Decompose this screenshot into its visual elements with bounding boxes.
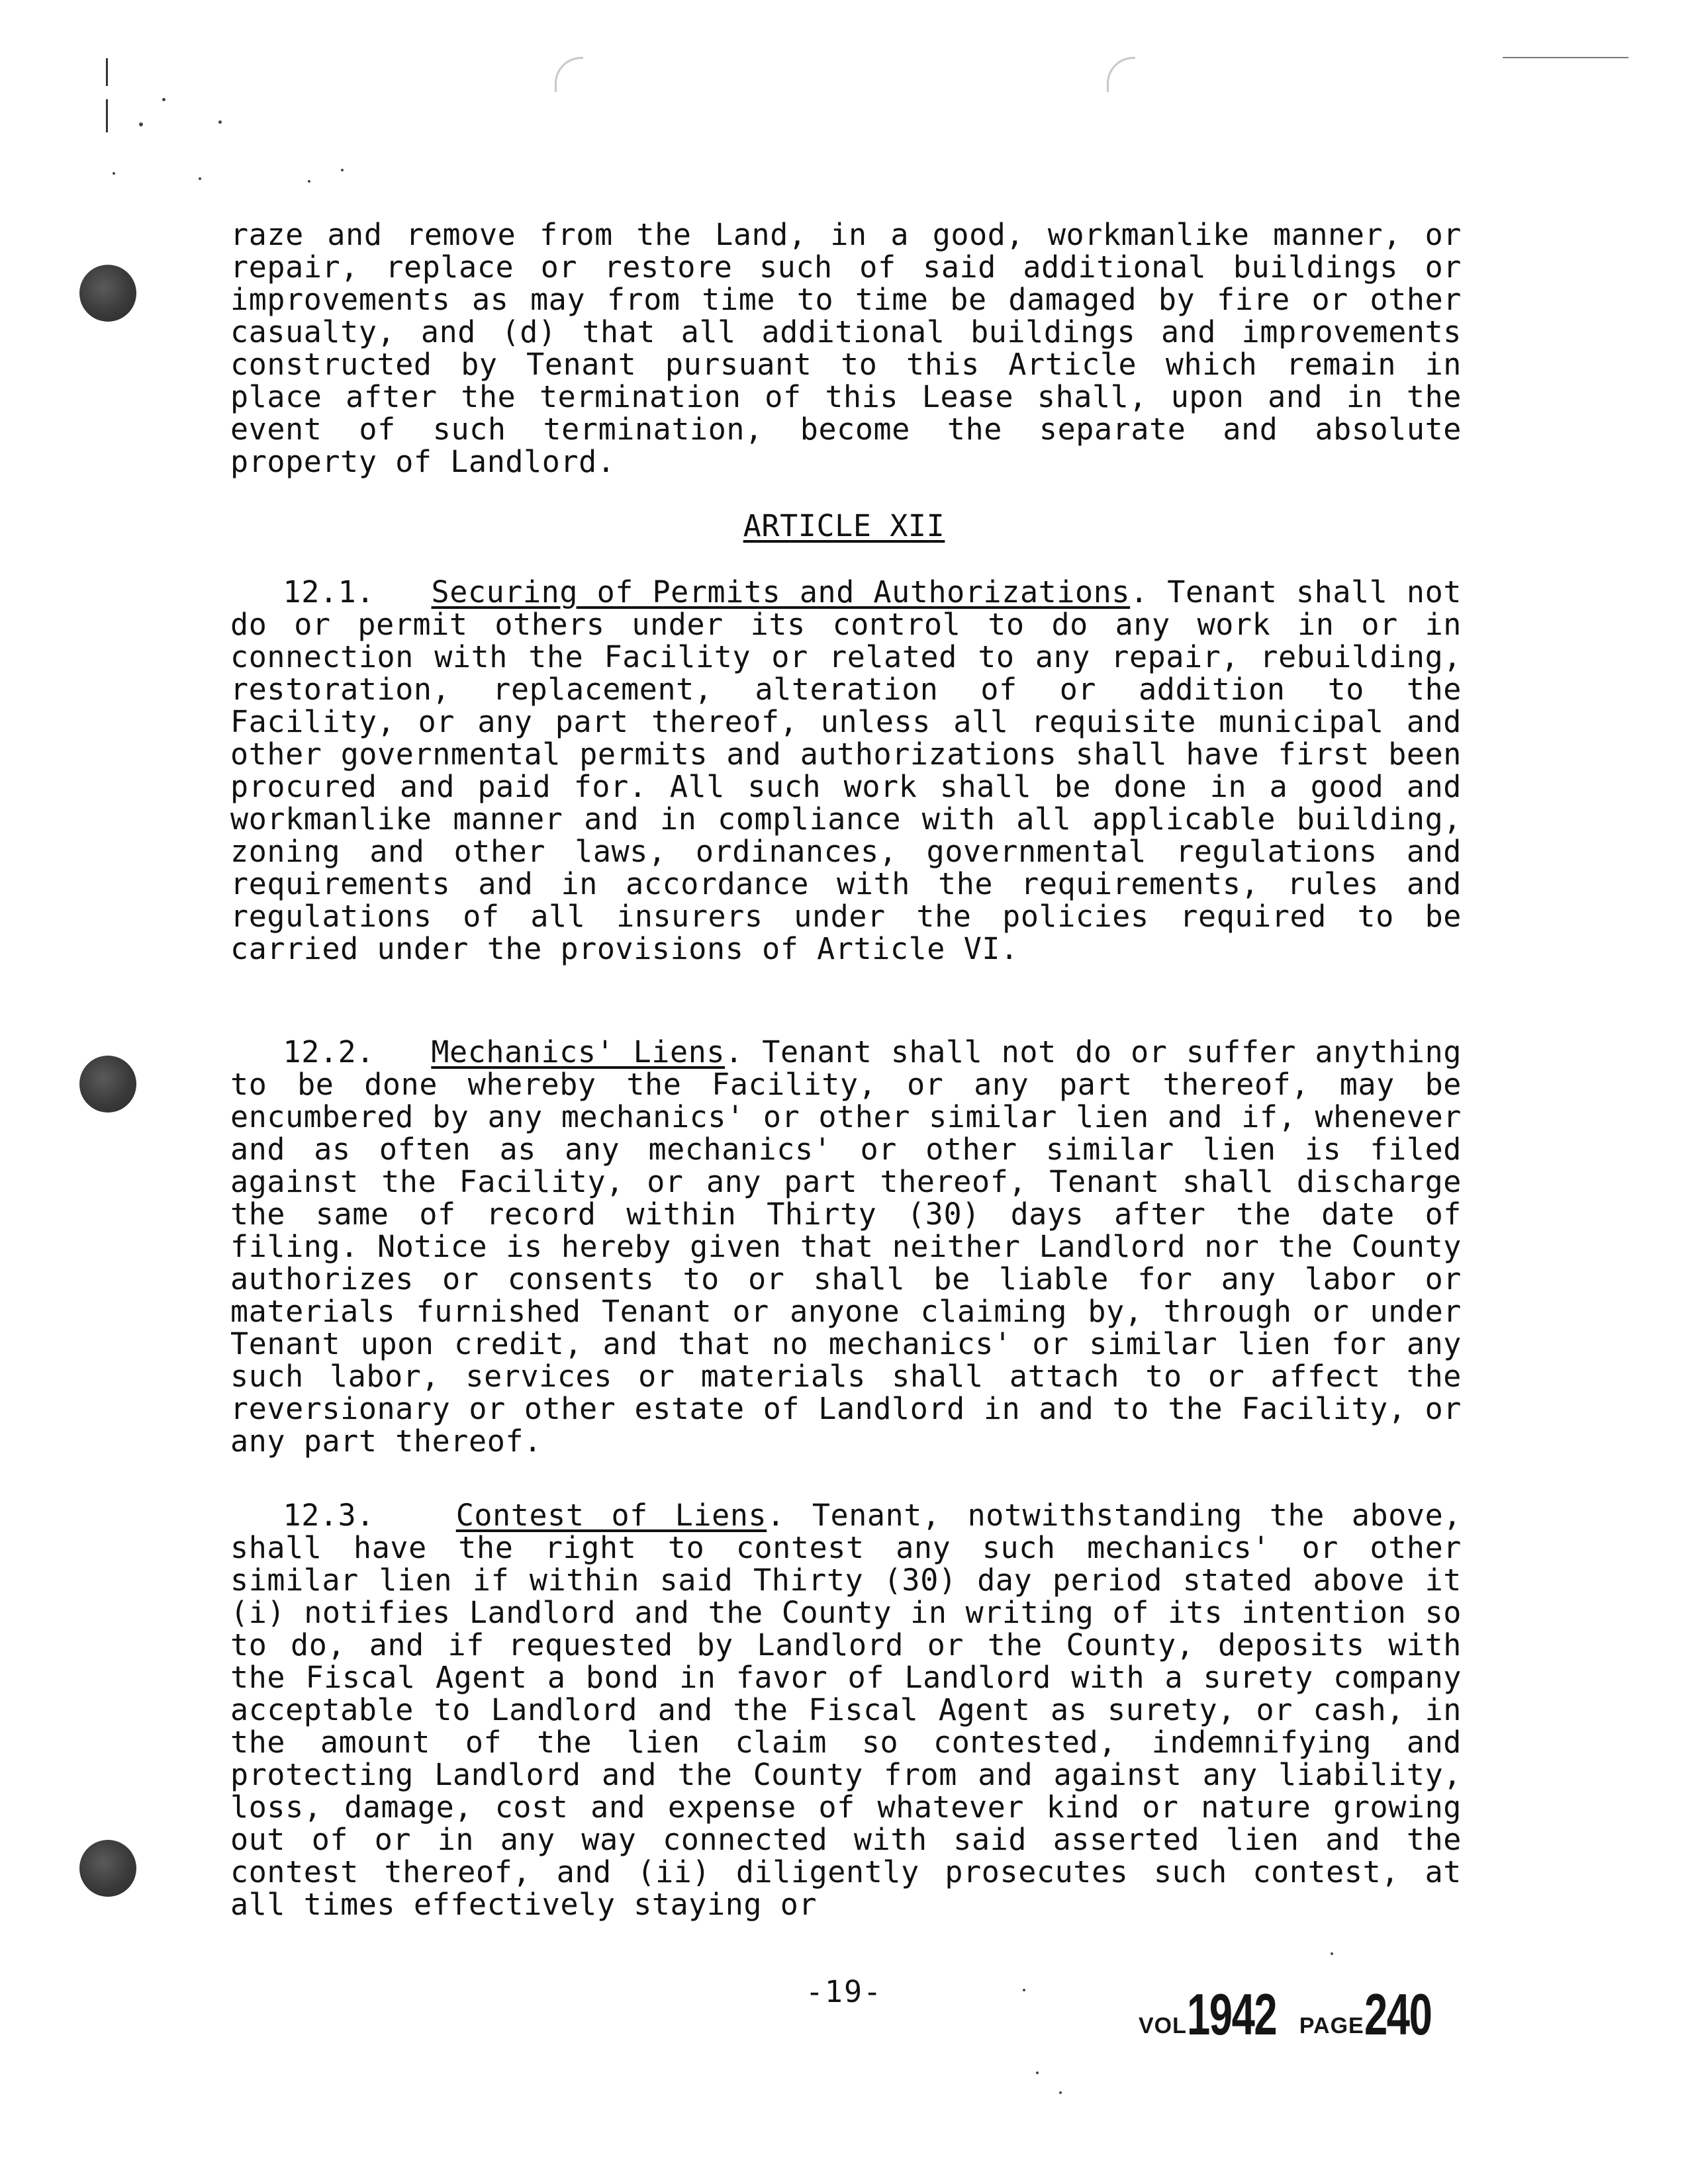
stamp-page: 240 bbox=[1364, 1981, 1432, 2047]
section-body: . Tenant, notwithstanding the above, shall have the right to contest any such mechanics' or other similar lien if within said Thirty (30) day period stated above it (i) notifies Landlord and the County in writing of its intention so to do, and if requested by Landlord or the County, deposits with the Fiscal Agent a bond in favor of Landlord with a surety company acceptable to Landlord and the Fiscal Agent as surety, or cash, in the amount of the lien claim so contested, indemnifying and protecting Landlord and the County from and against any liability, loss, damage, cost and expense of whatever kind or nature growing out of or in any way connected with said asserted lien and the contest thereof, and (ii) diligently prosecutes such contest, at all times effectively staying or bbox=[230, 1498, 1462, 1922]
scan-artifact bbox=[106, 58, 108, 86]
section-heading: Contest of Liens bbox=[455, 1498, 767, 1533]
punch-hole bbox=[79, 1840, 136, 1897]
section-number: 12.1. bbox=[283, 574, 375, 610]
recording-stamp bbox=[1139, 1976, 1450, 2048]
page-number: -19- bbox=[805, 1974, 883, 2009]
stamp-volume: 1942 bbox=[1186, 1981, 1277, 2047]
scan-artifact bbox=[341, 169, 344, 171]
section-heading: Securing of Permits and Authorizations bbox=[431, 574, 1131, 610]
section-heading: Mechanics' Liens bbox=[431, 1034, 726, 1069]
stamp-page-label: PAGE bbox=[1299, 2013, 1364, 2038]
scan-artifact bbox=[1036, 2071, 1039, 2074]
scan-artifact bbox=[162, 98, 165, 101]
scan-artifact bbox=[199, 177, 201, 180]
scan-artifact bbox=[106, 99, 108, 132]
scan-artifact bbox=[555, 57, 583, 92]
scan-artifact bbox=[139, 122, 143, 126]
scan-artifact bbox=[308, 180, 310, 183]
scan-artifact bbox=[1503, 57, 1628, 58]
continuation-paragraph: raze and remove from the Land, in a good, workmanlike manner, or repair, replace or restore such of said additional buildings or improvements as may from time to time be damaged by fire or other casualty, and (d) that all additional buildings and improvements constructed by Tenant pursuant to this Article which remain in place after the termination of this Lease shall, upon and in the event of such termination, become the separate and absolute property of Landlord. bbox=[230, 217, 1462, 479]
section-12-3 bbox=[230, 1499, 1462, 1921]
punch-hole bbox=[79, 1056, 136, 1113]
scan-artifact bbox=[1331, 1952, 1333, 1955]
section-number: 12.2. bbox=[283, 1034, 375, 1069]
article-heading-text: ARTICLE XII bbox=[743, 508, 945, 543]
scan-artifact bbox=[113, 172, 115, 175]
punch-hole bbox=[79, 265, 136, 322]
scan-artifact bbox=[1059, 2091, 1062, 2094]
section-12-1 bbox=[230, 576, 1462, 965]
section-body: . Tenant shall not do or permit others under its control to do any work in or in connection with the Facility or related to any repair, rebuilding, restoration, replacement, alteration of or addition to the Facility, or any part thereof, unless all requisite municipal and other governmental permits and authorizations shall have first been procured and paid for. All such work shall be done in a good and workmanlike manner and in compliance with all applicable building, zoning and other laws, ordinances, governmental regulations and requirements and in accordance with the requirements, rules and regulations of all insurers under the policies required to be carried under the provisions of Article VI. bbox=[230, 574, 1462, 966]
section-12-2 bbox=[230, 1036, 1462, 1457]
scan-artifact bbox=[1107, 57, 1135, 92]
article-heading bbox=[0, 510, 1688, 542]
section-body: . Tenant shall not do or suffer anything to be done whereby the Facility, or any part thereof, may be encumbered by any mechanics' or other similar lien and if, whenever and as often as any mechanics' or other similar lien is filed against the Facility, or any part thereof, Tenant shall discharge the same of record within Thirty (30) days after the date of filing. Notice is hereby given that neither Landlord nor the County authorizes or consents to or shall be liable for any labor or materials furnished Tenant or anyone claiming by, through or under Tenant upon credit, and that no mechanics' or similar lien for any such labor, services or materials shall attach to or affect the reversionary or other estate of Landlord in and to the Facility, or any part thereof. bbox=[230, 1034, 1462, 1459]
section-number: 12.3. bbox=[283, 1498, 375, 1533]
scan-artifact bbox=[1023, 1989, 1025, 1991]
stamp-vol-label: VOL bbox=[1139, 2013, 1187, 2038]
scan-artifact bbox=[218, 120, 222, 124]
